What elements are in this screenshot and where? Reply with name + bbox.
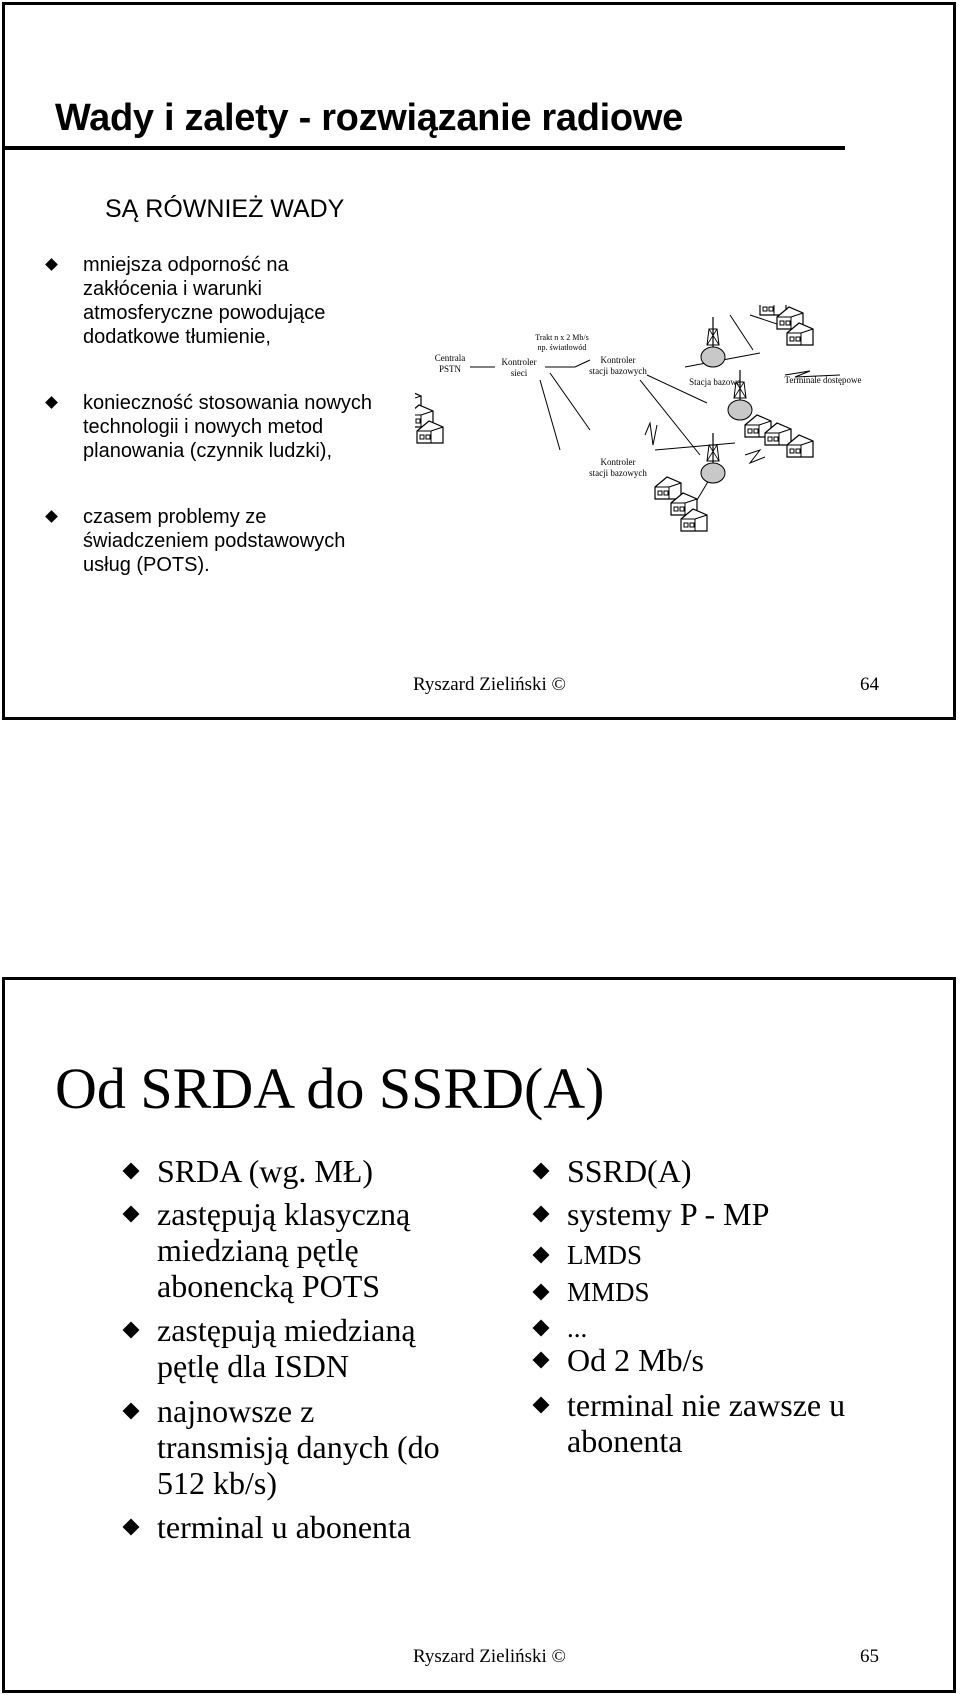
diamond-bullet-icon <box>123 1519 140 1536</box>
item-line: najnowsze z <box>157 1393 315 1429</box>
item-line: transmisją danych (do <box>157 1429 440 1465</box>
diamond-bullet-icon <box>533 1352 550 1369</box>
bullet-line: konieczność stosowania nowych <box>83 392 373 414</box>
trakt-label: Trakt n x 2 Mb/s <box>535 333 589 342</box>
bullet-line: świadczeniem podstawowych <box>83 530 346 552</box>
item-line: abonencką POTS <box>157 1268 381 1304</box>
centrala-label: Centrala <box>434 353 466 363</box>
kontroler-stacji-label: Kontroler <box>600 457 636 467</box>
item-line: systemy P - MP <box>567 1196 770 1232</box>
bullet-line: usług (POTS). <box>83 554 210 576</box>
stacja-bazowa-label: Stacja bazowa <box>689 377 741 387</box>
centrala-label: PSTN <box>438 364 462 374</box>
bullet-line: technologii i nowych metod <box>83 416 324 438</box>
item-line: terminal nie zawsze u <box>567 1387 846 1423</box>
diamond-bullet-icon <box>123 1206 140 1223</box>
title-rule <box>5 146 845 150</box>
diamond-bullet-icon <box>533 1206 550 1223</box>
slide-65 <box>2 977 956 1693</box>
diamond-bullet-icon <box>533 1397 550 1414</box>
footer-author: Ryszard Zieliński © <box>413 674 566 695</box>
footer-author: Ryszard Zieliński © <box>413 1646 566 1667</box>
diamond-bullet-icon <box>533 1247 550 1264</box>
item-line: MMDS <box>567 1277 650 1307</box>
house-icon <box>655 477 681 499</box>
bullet-line: czasem problemy ze <box>83 506 267 528</box>
item-line: LMDS <box>567 1240 643 1270</box>
bullet-line: dodatkowe tłumienie, <box>83 326 271 348</box>
item-line: SSRD(A) <box>567 1153 692 1189</box>
item-line: 512 kb/s) <box>157 1465 277 1501</box>
kontroler-stacji-label: stacji bazowych <box>589 468 647 478</box>
antenna-tower-icon <box>701 433 725 483</box>
slide-64 <box>2 2 956 720</box>
antenna-tower-icon <box>701 317 725 367</box>
diamond-bullet-icon <box>533 1320 550 1337</box>
diamond-bullet-icon <box>45 396 58 409</box>
page-number: 65 <box>860 1646 879 1667</box>
item-line: SRDA (wg. MŁ) <box>157 1153 374 1189</box>
item-line: ... <box>567 1313 588 1343</box>
diamond-bullet-icon <box>533 1284 550 1301</box>
page-number: 64 <box>860 674 879 695</box>
bullet-line: zakłócenia i warunki <box>83 278 262 300</box>
bullet-line: planowania (czynnik ludzki), <box>83 440 333 462</box>
item-line: pętlę dla ISDN <box>157 1348 349 1384</box>
bullet-line: mniejsza odporność na <box>83 254 289 276</box>
diamond-bullet-icon <box>123 1163 140 1180</box>
diamond-bullet-icon <box>45 510 58 523</box>
diamond-bullet-icon <box>533 1163 550 1180</box>
kontroler-stacji-label: stacji bazowych <box>589 366 647 376</box>
terminale-label: Terminale dostępowe <box>784 375 862 385</box>
item-line: terminal u abonenta <box>157 1509 412 1545</box>
diamond-bullet-icon <box>45 258 58 271</box>
kontroler-stacji-label: Kontroler <box>600 355 636 365</box>
slide-title: Od SRDA do SSRD(A) <box>55 1056 605 1121</box>
kontroler-sieci-label: Kontroler <box>501 357 537 367</box>
item-line: miedzianą pętlę <box>157 1232 359 1268</box>
item-line: zastępują miedzianą <box>157 1312 416 1348</box>
network-diagram <box>415 305 915 595</box>
kontroler-sieci-label: sieci <box>510 368 528 378</box>
subheading: SĄ RÓWNIEŻ WADY <box>105 195 345 223</box>
diamond-bullet-icon <box>123 1403 140 1420</box>
item-line: abonenta <box>567 1423 683 1459</box>
item-line: zastępują klasyczną <box>157 1196 411 1232</box>
item-line: Od 2 Mb/s <box>567 1342 704 1378</box>
trakt-label: np. światłowód <box>537 343 587 352</box>
slide-title: Wady i zalety - rozwiązanie radiowe <box>55 97 683 139</box>
diamond-bullet-icon <box>123 1322 140 1339</box>
bullet-line: atmosferyczne powodujące <box>83 302 326 324</box>
